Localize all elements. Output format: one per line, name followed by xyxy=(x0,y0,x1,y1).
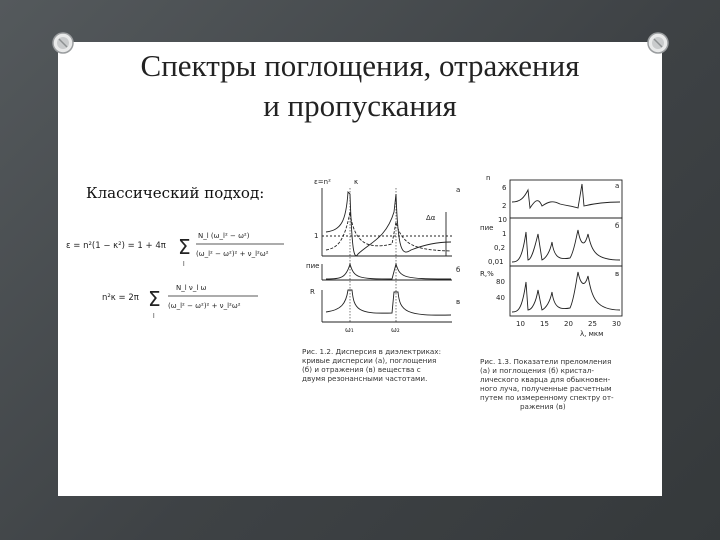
fig1-label-kappa: κ xyxy=(354,178,359,186)
fig2-label-a: а xyxy=(615,182,620,190)
fig1-label-delta: Δα xyxy=(426,214,436,222)
fig2-xtick-3: 20 xyxy=(564,320,573,328)
fig1-label-nie: пие xyxy=(306,262,320,270)
fig2-caption-line-3: лического кварца для обыкновен- xyxy=(480,375,611,384)
fig2-xtick-5: 30 xyxy=(612,320,621,328)
fig1-caption-line-3: (б) и отражения (в) вещества с xyxy=(302,365,421,374)
figure-dispersion xyxy=(296,172,466,387)
fig2-xlabel: λ, мкм xyxy=(580,330,604,338)
fig1-label-a: а xyxy=(456,186,461,194)
fig1-caption-line-1: Рис. 1.2. Дисперсия в диэлектриках: xyxy=(302,347,441,356)
fig2-caption-line-5: путем по измеренному спектру от- xyxy=(480,393,614,402)
slide-title xyxy=(60,46,660,126)
fig2-caption-line-2: (а) и поглощения (б) кристал- xyxy=(480,366,594,375)
eq2-sum-icon: Σ xyxy=(148,287,161,311)
fig2-label-n: n xyxy=(486,174,491,182)
fig2-caption-line-1: Рис. 1.3. Показатели преломления xyxy=(480,357,612,366)
figure-quartz-spectra xyxy=(460,172,634,420)
fig2-ytick-b-3: 0,01 xyxy=(488,258,504,266)
title-line-1: Спектры поглощения, отражения xyxy=(140,48,580,83)
eq2-sum-index: l xyxy=(153,313,155,320)
eq1-sum-icon: Σ xyxy=(178,235,191,259)
fig2-ytick-a-1: 6 xyxy=(502,184,507,192)
eq1-numerator: N_l (ω_l² − ω²) xyxy=(198,232,250,240)
fig2-ytick-b-1: 1 xyxy=(502,230,507,238)
fig1-omega1: ω₁ xyxy=(345,326,354,334)
formulas-image xyxy=(62,214,287,322)
fig2-xtick-4: 25 xyxy=(588,320,597,328)
fig2-caption-line-6: ражения (в) xyxy=(520,402,566,411)
fig2-ytick-a-2: 2 xyxy=(502,202,507,210)
fig2-caption-line-4: ного луча, полученные расчетным xyxy=(480,384,612,393)
fig1-label-c: в xyxy=(456,298,461,306)
eq1-lhs: ε = n²(1 − κ²) = 1 + 4π xyxy=(66,241,166,251)
title-line-2: и пропускания xyxy=(263,88,457,123)
fig2-label-k: пие xyxy=(480,224,494,232)
fig2-xtick-2: 15 xyxy=(540,320,549,328)
fig2-label-R: R,% xyxy=(480,270,494,278)
fig1-label-b: б xyxy=(456,266,461,274)
fig1-caption-line-4: двумя резонансными частотами. xyxy=(302,374,428,383)
fig1-label-one: 1 xyxy=(314,232,319,240)
fig2-ytick-a-3: 10 xyxy=(498,216,507,224)
fig1-caption-line-2: кривые дисперсии (а), поглощения xyxy=(302,356,437,365)
fig2-label-c: в xyxy=(615,270,620,278)
eq2-denominator: (ω_l² − ω²)² + ν_l²ω² xyxy=(168,302,241,310)
eq1-denominator: (ω_l² − ω²)² + ν_l²ω² xyxy=(196,250,269,258)
eq1-sum-index: l xyxy=(183,261,185,268)
fig2-label-b: б xyxy=(615,222,620,230)
fig2-xtick-1: 10 xyxy=(516,320,525,328)
fig1-omega2: ω₂ xyxy=(391,326,400,334)
fig2-ytick-c-2: 40 xyxy=(496,294,505,302)
eq2-numerator: N_l ν_l ω xyxy=(176,284,207,292)
fig1-label-eps: ε=n² xyxy=(314,178,331,186)
fig2-ytick-c-1: 80 xyxy=(496,278,505,286)
eq2-lhs: n²κ = 2π xyxy=(102,293,139,303)
slide-subtitle: Классический подход: xyxy=(86,184,265,202)
fig1-label-R: R xyxy=(310,288,315,296)
fig2-ytick-b-2: 0,2 xyxy=(494,244,506,252)
